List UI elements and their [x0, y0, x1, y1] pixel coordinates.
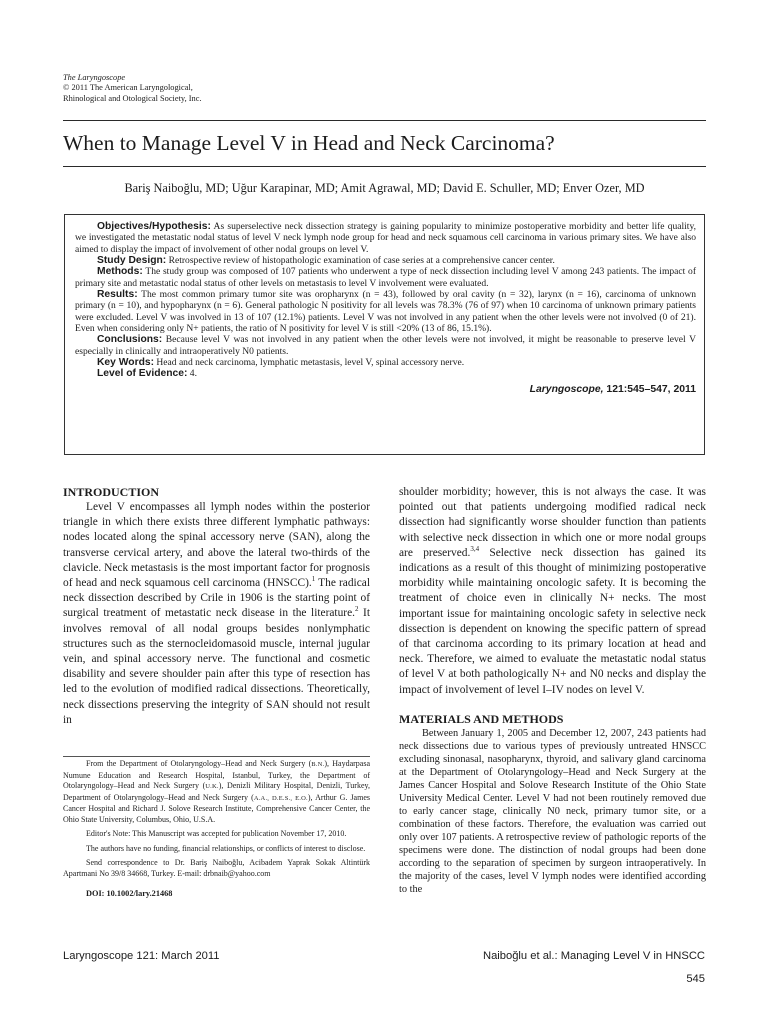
abstract-conclusions: Conclusions: Because level V was not involved in any patient when the other levels were not involved, it might be reasonable to preserve level V especially in clinically and intraoperatively N0 patients.	[75, 334, 696, 357]
abstract-objectives: Objectives/Hypothesis: As superselective neck dissection strategy is gaining popularity to minimize postoperative morbidity and better life quality, we investigated the metastatic nodal status of level V neck lymph node group for head and neck squamous cell carcinoma in various primary sites. We have also aimed to display the impact of involvement of other nodal groups on level V.	[75, 221, 696, 255]
intro-paragraph-1: Level V encompasses all lymph nodes within the posterior triangle in which there exists three different lymphatic pathways: nodes located along the spinal accessory nerve (SAN), along the transverse cervical artery, and above the lateral two-thirds of the clavicle. Neck metastasis is the most important factor for prognosis of head and neck squamous cell carcinoma (HNSCC).$^1$ The radical neck dissection described by Crile in 1906 is the starting point of surgical treatment of metastatic neck disease in the literature.$^2$ It involves removal of all nodal groups besides nonlymphatic structures such as the sternocleidomasoid muscle, internal jugular vein, and spinal accessory nerve. The functional and cosmetic disability and severe shoulder pain after this type of resection has led to the evolution of modified radical dissections. Theoretically, neck dissections preserving the integrity of SAN should not result in	[63, 501, 370, 726]
journal-info	[63, 73, 463, 104]
copyright-line-2: Rhinological and Otological Society, Inc.	[63, 93, 202, 103]
intro-heading: INTRODUCTION	[63, 485, 160, 499]
footnotes	[63, 756, 370, 904]
doi: DOI: 10.1002/lary.21468	[86, 889, 173, 898]
abstract-results: Results: The most common primary tumor site was oropharynx (n = 43), followed by oral cavity (n = 32), larynx (n = 16), carcinoma of unknown primary (n = 10), and hypopharynx (n = 6). General pathologic N positivity for all levels was 78.3% (76 of 97) when 10 carcinoma of unknown primary patients were excluded. Level V was involved in 13 of 107 (12.1%) patients. Level V was not involved in any patient when the other levels were not involved (0 of 21). Even when considering only N+ patients, the ratio of N positivity for level V is still <20% (13 of 86, 15.1%).	[75, 289, 696, 335]
methods-paragraph-1: Between January 1, 2005 and December 12, 2007, 243 patients had neck dissections due to various types of previously untreated HNSCC excluding sinonasal, nasopharynx, thyroid, and salivary gland carcinoma at the Department of Otolaryngology–Head and Neck Surgery at the James Cancer Hospital and Solove Research Institute of the Ohio State University Medical Center. Level V had not been routinely removed due to early cancer stage, clinically N0 neck, primary tumor site, or a combination of these factors. Therefore, the evaluation was carried out only over 107 patients. A retrospective review of pathologic reports of the specimens were done. The distinction of nodal groups had been done according to the separation of specimen by surgeon intraoperatively. In the majority of the cases, level V lymph nodes were identified according to the	[399, 727, 706, 896]
abstract-evidence: Level of Evidence: 4.	[97, 368, 197, 380]
editor-note: Editor's Note: This Manuscript was accepted for publication November 17, 2010.	[86, 829, 347, 838]
right-column	[399, 485, 706, 896]
methods-section	[399, 712, 706, 897]
abstract-keywords: Key Words: Head and neck carcinoma, lymphatic metastasis, level V, spinal accessory nerve.	[97, 357, 465, 369]
page-number: 545	[686, 973, 705, 985]
footer-journal: Laryngoscope 121: March 2011	[63, 950, 220, 962]
abstract-design: Study Design: Retrospective review of histopathologic examination of case series at a comprehensive cancer center.	[97, 255, 555, 267]
intro-paragraph-1-continued: shoulder morbidity; however, this is not always the case. It was pointed out that patients undergoing modified radical neck dissection had significantly worse shoulder function than patients with selective neck dissection in which one or more nodal groups are preserved.$^{3,4}$ Selective neck dissection has gained its indications as a result of this thought of minimizing postoperative morbidity while maintaining oncologic safety. It is becoming the treatment of choice even in clinically N+ necks. The most important issue for maintaining oncologic safety in selective neck dissection is dependent on knowing the specific pattern of spread of that carcinoma according to its primary location at head and neck. Therefore, we aimed to evaluate the metastatic nodal status of level V at both pathologically N+ and N0 necks and display the impact of involvement of level I–IV nodes on level V.	[399, 486, 706, 696]
author-list: Bariş Naiboğlu, MD; Uğur Karapinar, MD; Amit Agrawal, MD; David E. Schuller, MD; Enver Ozer, MD	[124, 181, 645, 195]
funding-note: The authors have no funding, financial relationships, or conflicts of interest to disclose.	[86, 843, 366, 853]
abstract-methods: Methods: The study group was composed of 107 patients who underwent a type of neck dissection including level V among 243 patients. The impact of primary site and metastatic nodal status of other levels on metastasis to level V involvement were evaluated.	[75, 266, 696, 289]
abstract-citation: Laryngoscope, 121:545–547, 2011	[529, 383, 696, 395]
title-bottom-rule	[63, 166, 706, 167]
abstract-box	[64, 214, 705, 455]
affiliations: From the Department of Otolaryngology–Head and Neck Surgery (B.N.), Haydarpasa Numune Education and Research Hospital, Istanbul, Turkey, the Department of Otolaryngology–Head and Neck Surgery (U.K.), Denizli Military Hospital, Denizli, Turkey, Department of Otolaryngology–Head and Neck Surgery (A.A., D.E.S., E.O.), Arthur G. James Cancer Hospital and Richard J. Solove Research Institute, Comprehensive Cancer Center, the Ohio State University, Columbus, Ohio, U.S.A.	[63, 759, 371, 824]
article-title: When to Manage Level V in Head and Neck Carcinoma?	[63, 131, 555, 155]
copyright-line-1: © 2011 The American Laryngological,	[63, 83, 193, 93]
journal-name: The Laryngoscope	[63, 73, 126, 82]
methods-heading: MATERIALS AND METHODS	[399, 711, 564, 726]
correspondence: Send correspondence to Dr. Bariş Naiboğlu, Acibadem Yaprak Sokak Altintürk Apartmani No 39/8 34668, Turkey. E-mail: drbnaib@yahoo.com	[63, 858, 370, 878]
left-column	[63, 485, 370, 728]
title-top-rule	[63, 120, 706, 121]
footer-running-title: Naiboğlu et al.: Managing Level V in HNSCC	[482, 950, 705, 962]
